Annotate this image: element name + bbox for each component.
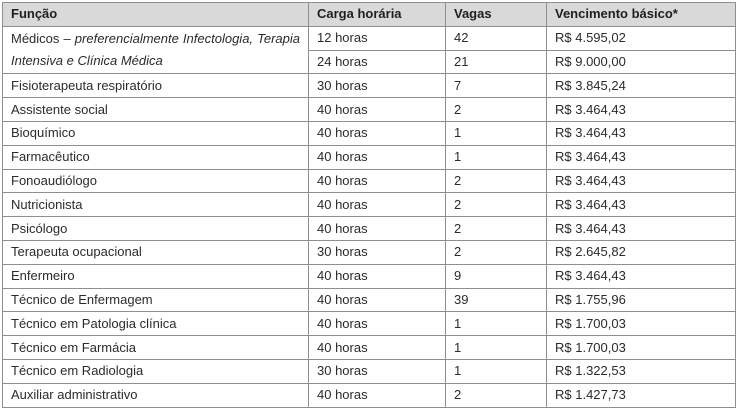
cell-carga: 40 horas (309, 193, 446, 217)
medicos-label (3, 27, 308, 72)
cell-carga: 40 horas (309, 145, 446, 169)
vencimento-value: R$ 9.000,00 (547, 50, 735, 74)
cell-funcao: Técnico em Patologia clínica (3, 312, 309, 336)
cell-vagas: 2 (446, 98, 547, 122)
cell-funcao: Fisioterapeuta respiratório (3, 74, 309, 98)
table-row-medicos (3, 26, 736, 74)
cell-carga: 40 horas (309, 288, 446, 312)
cell-vencimento: R$ 3.464,43 (547, 145, 736, 169)
cell-carga: 30 horas (309, 359, 446, 383)
cell-vencimento: R$ 3.464,43 (547, 193, 736, 217)
cell-vencimento: R$ 3.464,43 (547, 121, 736, 145)
table-row (3, 312, 736, 336)
cell-funcao-medicos (3, 26, 309, 74)
table-row (3, 74, 736, 98)
table-row (3, 359, 736, 383)
vagas-value: 21 (446, 50, 546, 74)
cell-carga: 40 horas (309, 312, 446, 336)
cell-vagas: 9 (446, 264, 547, 288)
cell-vencimento-medicos (547, 26, 736, 74)
cell-carga-medicos (309, 26, 446, 74)
table-row (3, 288, 736, 312)
vacancies-table (2, 2, 736, 408)
cell-vencimento: R$ 1.700,03 (547, 336, 736, 360)
vagas-value: 42 (454, 29, 469, 45)
cell-vagas-medicos (446, 26, 547, 74)
table-row (3, 121, 736, 145)
cell-vagas: 2 (446, 217, 547, 241)
cell-carga: 40 horas (309, 383, 446, 407)
table-row (3, 145, 736, 169)
cell-carga: 40 horas (309, 336, 446, 360)
cell-funcao: Nutricionista (3, 193, 309, 217)
cell-vagas: 2 (446, 169, 547, 193)
cell-vagas: 1 (446, 336, 547, 360)
cell-vencimento: R$ 1.755,96 (547, 288, 736, 312)
cell-funcao: Técnico de Enfermagem (3, 288, 309, 312)
cell-vagas: 1 (446, 121, 547, 145)
cell-funcao: Terapeuta ocupacional (3, 240, 309, 264)
table-row (3, 240, 736, 264)
table-row (3, 264, 736, 288)
cell-vencimento: R$ 3.464,43 (547, 217, 736, 241)
cell-funcao: Bioquímico (3, 121, 309, 145)
cell-vencimento: R$ 1.322,53 (547, 359, 736, 383)
cell-vagas: 2 (446, 240, 547, 264)
cell-vagas: 1 (446, 359, 547, 383)
table-row (3, 169, 736, 193)
header-funcao: Função (3, 3, 309, 27)
cell-carga: 30 horas (309, 74, 446, 98)
header-vagas: Vagas (446, 3, 547, 27)
header-vencimento-basico: Vencimento básico* (547, 3, 736, 27)
medicos-label-specialties: preferencialmente Infectologia, Terapia Intensiva e Clínica Médica (11, 30, 300, 68)
cell-carga: 40 horas (309, 121, 446, 145)
medicos-label-prefix: Médicos – (11, 30, 75, 46)
table-row (3, 336, 736, 360)
cell-funcao: Farmacêutico (3, 145, 309, 169)
vencimento-value: R$ 4.595,02 (555, 29, 626, 45)
cell-carga: 40 horas (309, 169, 446, 193)
cell-vencimento: R$ 1.700,03 (547, 312, 736, 336)
table-row (3, 98, 736, 122)
cell-funcao: Auxiliar administrativo (3, 383, 309, 407)
cell-vagas: 39 (446, 288, 547, 312)
table-row (3, 383, 736, 407)
cell-funcao: Técnico em Farmácia (3, 336, 309, 360)
table-body (3, 26, 736, 407)
table-header (3, 3, 736, 27)
cell-vagas: 1 (446, 312, 547, 336)
cell-vencimento: R$ 2.645,82 (547, 240, 736, 264)
header-row (3, 3, 736, 27)
cell-funcao: Fonoaudiólogo (3, 169, 309, 193)
cell-funcao: Técnico em Radiologia (3, 359, 309, 383)
cell-vencimento: R$ 3.464,43 (547, 98, 736, 122)
header-carga-horaria: Carga horária (309, 3, 446, 27)
cell-vencimento: R$ 1.427,73 (547, 383, 736, 407)
cell-funcao: Psicólogo (3, 217, 309, 241)
cell-vagas: 2 (446, 193, 547, 217)
cell-funcao: Enfermeiro (3, 264, 309, 288)
table-row (3, 193, 736, 217)
cell-vencimento: R$ 3.845,24 (547, 74, 736, 98)
cell-carga: 30 horas (309, 240, 446, 264)
carga-value: 24 horas (309, 50, 445, 74)
carga-value: 12 horas (317, 29, 368, 45)
cell-carga: 40 horas (309, 217, 446, 241)
cell-carga: 40 horas (309, 98, 446, 122)
table-row (3, 217, 736, 241)
cell-funcao: Assistente social (3, 98, 309, 122)
cell-vagas: 1 (446, 145, 547, 169)
cell-vencimento: R$ 3.464,43 (547, 169, 736, 193)
cell-vagas: 2 (446, 383, 547, 407)
cell-vencimento: R$ 3.464,43 (547, 264, 736, 288)
cell-carga: 40 horas (309, 264, 446, 288)
cell-vagas: 7 (446, 74, 547, 98)
